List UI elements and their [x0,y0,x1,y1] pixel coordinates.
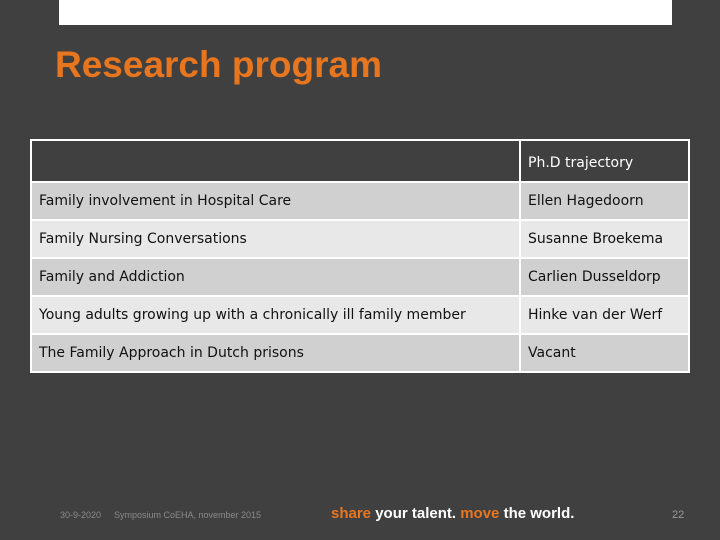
page-number: 22 [672,509,685,521]
table-header-trajectory: Ph.D trajectory [520,140,689,182]
table-cell-topic: Young adults growing up with a chronically ill family member [31,296,520,334]
table-cell-researcher: Carlien Dusseldorp [520,258,689,296]
table-row [31,334,689,372]
table-row [31,182,689,220]
table-header-topic [31,140,520,182]
slide-title: Research program [55,44,382,85]
table-cell-researcher: Vacant [520,334,689,372]
footer-tagline [331,505,574,522]
footer-date: 30-9-2020 [60,510,102,520]
table-row [31,258,689,296]
table-cell-topic: Family Nursing Conversations [31,220,520,258]
table-cell-topic: The Family Approach in Dutch prisons [31,334,520,372]
top-white-bar [59,0,672,25]
research-table [30,139,690,373]
tagline-the-world: the world. [499,505,575,522]
table-cell-researcher: Susanne Broekema [520,220,689,258]
table-row [31,220,689,258]
table-cell-researcher: Ellen Hagedoorn [520,182,689,220]
tagline-share: share [331,505,372,522]
table-cell-topic: Family involvement in Hospital Care [31,182,520,220]
footer-event: Symposium CoEHA, november 2015 [114,510,262,520]
tagline-move: move [460,505,500,522]
table-header-row [31,140,689,182]
table-cell-researcher: Hinke van der Werf [520,296,689,334]
tagline-your-talent: your talent. [371,505,461,522]
table-row [31,296,689,334]
table-cell-topic: Family and Addiction [31,258,520,296]
